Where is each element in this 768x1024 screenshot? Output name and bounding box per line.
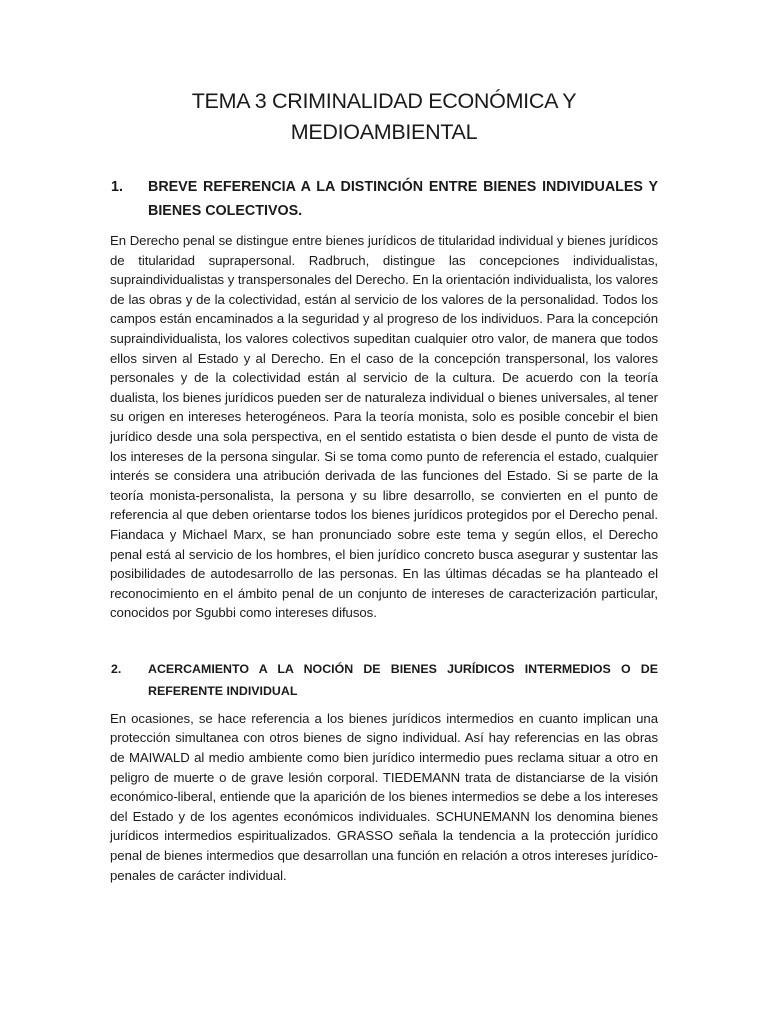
section-1-heading-text: BREVE REFERENCIA A LA DISTINCIÓN ENTRE BIENES INDIVIDUALES Y BIENES COLECTIVOS. — [148, 179, 658, 219]
section-1-paragraph: En Derecho penal se distingue entre bienes jurídicos de titularidad individual y bienes jurídicos de titularidad suprapersonal. Radbruch, distingue las concepciones individualistas, supraindividualistas y transpersonales del Derecho. En la orientación individualista, los valores de las obras y de la colectividad, están al servicio de los valores de la personalidad. Todos los campos están encaminados a la seguridad y al progreso de los individuos. Para la concepción supraindividualista, los valores colectivos supeditan cualquier otro valor, de manera que todos ellos sirven al Estado y al Derecho. En el caso de la concepción transpersonal, los valores personales y de la colectividad están al servicio de la cultura. De acuerdo con la teoría dualista, los bienes jurídicos pueden ser de naturaleza individual o bienes universales, al tener su origen en intereses heterogéneos. Para la teoría monista, solo es posible concebir el bien jurídico desde una sola perspectiva, en el sentido estatista o bien desde el punto de vista de los intereses de la persona singular. Si se toma como punto de referencia el estado, cualquier interés se considera una atribución derivada de las funciones del Estado. Si se parte de la teoría monista-personalista, la persona y su libre desarrollo, se convierten en el punto de referencia al que deben orientarse todos los bienes jurídicos protegidos por el Derecho penal. Fiandaca y Michael Marx, se han pronunciado sobre este tema y según ellos, el Derecho penal está al servicio de los hombres, el bien jurídico concreto busca asegurar y sustentar las posibilidades de autodesarrollo de las personas. En las últimas décadas se ha planteado el reconocimiento en el ámbito penal de un conjunto de intereses de caracterización particular, conocidos por Sgubbi como intereses difusos. — [110, 233, 658, 621]
section-1 — [110, 176, 658, 623]
document-page — [110, 86, 658, 885]
document-title: TEMA 3 CRIMINALIDAD ECONÓMICA Y MEDIOAMBIENTAL — [191, 89, 577, 144]
section-2 — [110, 658, 658, 885]
section-2-heading-text: ACERCAMIENTO A LA NOCIÓN DE BIENES JURÍDICOS INTERMEDIOS O DE REFERENTE INDIVIDUAL — [148, 661, 658, 698]
section-1-heading — [110, 176, 658, 223]
section-1-number: 1. — [111, 179, 123, 195]
section-2-number: 2. — [111, 661, 122, 676]
section-2-heading — [110, 658, 658, 702]
section-2-paragraph: En ocasiones, se hace referencia a los bienes jurídicos intermedios en cuanto implican una protección simultanea con otros bienes de signo individual. Así hay referencias en las obras de MAIWALD al medio ambiente como bien jurídico intermedio pues reclama situar a otro en peligro de muerte o de grave lesión corporal. TIEDEMANN trata de distanciarse de la visión económico-liberal, entiende que la aparición de los bienes intermedios se debe a los intereses del Estado y de los agentes económicos individuales. SCHUNEMANN los denomina bienes jurídicos intermedios espiritualizados. GRASSO señala la tendencia a la protección jurídico penal de bienes intermedios que desarrollan una función en relación a otros intereses jurídico-penales de carácter individual. — [110, 710, 658, 883]
